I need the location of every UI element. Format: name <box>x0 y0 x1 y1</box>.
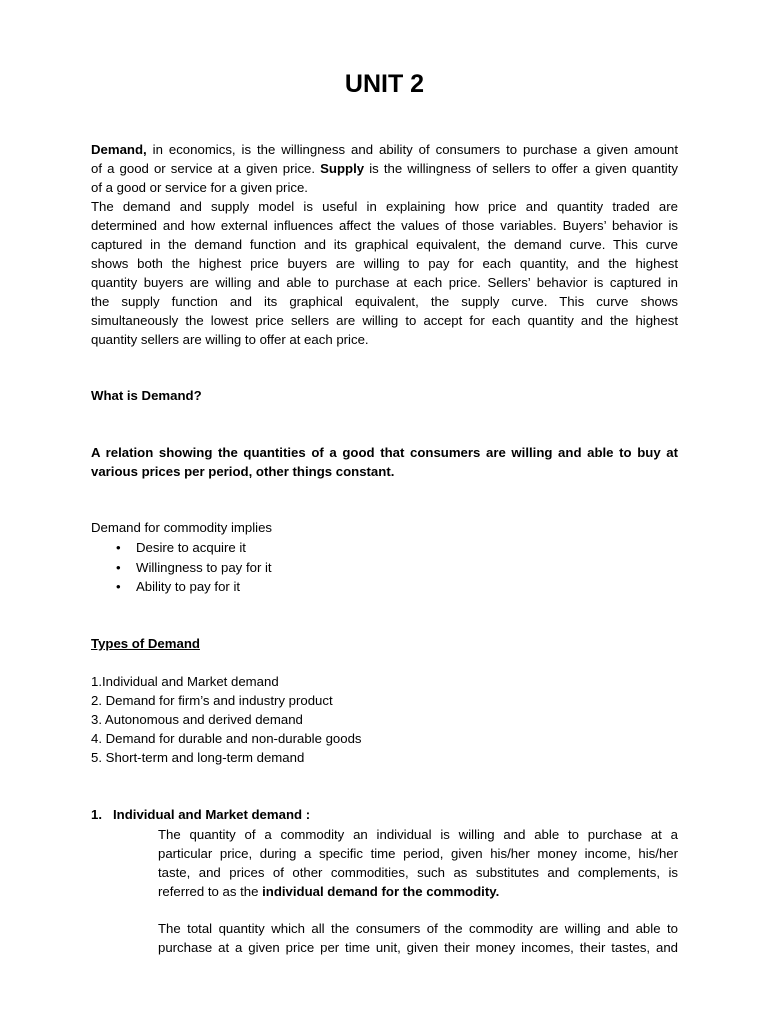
model-line: quantity sellers are willing to offer at each price. <box>91 332 369 347</box>
intro-line-3: of a good or service for a given price. <box>91 180 308 195</box>
demand-definition-cont: of a good or service at a given price. <box>91 161 321 176</box>
list-item: • Willingness to pay for it <box>116 559 272 575</box>
para-line: taste, and prices of other commodities, such as substitutes and complements, is <box>158 865 678 880</box>
intro-line-1 <box>91 140 678 159</box>
section-number: 1. <box>91 807 102 822</box>
para-line: particular price, during a specific time period, given his/her money income, his/her <box>158 846 678 861</box>
intro-line-2 <box>91 159 678 178</box>
section-title: Individual and Market demand : <box>113 807 311 822</box>
types-heading: Types of Demand <box>91 636 200 651</box>
para-line: purchase at a given price per time unit, given their money incomes, their tastes, and <box>158 940 678 955</box>
para-line: referred to as the individual demand for the commodity. <box>158 884 500 899</box>
model-line: The demand and supply model is useful in explaining how price and quantity traded are <box>91 199 678 214</box>
list-item: • Desire to acquire it <box>116 540 246 555</box>
demand-definition-paragraph <box>91 443 678 481</box>
model-line: determined and how external influences affect the values of those variables. Buyers’ behavior is <box>91 218 678 233</box>
list-item: • Ability to pay for it <box>116 579 241 594</box>
supply-definition: is the willingness of sellers to offer a given quantity <box>364 161 678 176</box>
list-item: 1.Individual and Market demand <box>91 674 279 689</box>
demand-implies-lead: Demand for commodity implies <box>91 520 273 535</box>
section-1-heading <box>91 805 678 824</box>
types-list <box>91 672 678 767</box>
model-line: the supply function and its graphical equivalent, the supply curve. This curve shows <box>91 294 678 309</box>
model-line: captured in the demand function and its graphical equivalent, the demand curve. This curve <box>91 237 678 252</box>
list-item: 5. Short-term and long-term demand <box>91 750 305 765</box>
demand-term: Demand, <box>91 142 147 157</box>
section-1-paragraph-1 <box>158 825 678 901</box>
supply-term: Supply <box>320 161 365 176</box>
intro-paragraph <box>91 140 678 197</box>
bullet-icon: • <box>116 579 121 594</box>
model-line: quantity buyers are willing and able to purchase at each price. Sellers’ behavior is captured in <box>91 275 678 290</box>
document-page <box>91 0 678 1024</box>
individual-demand-term: individual demand for the commodity. <box>262 884 500 899</box>
list-item: 4. Demand for durable and non-durable goods <box>91 731 362 746</box>
bullet-icon: • <box>116 540 121 555</box>
demand-implies-list <box>91 538 678 597</box>
list-item: 2. Demand for firm’s and industry product <box>91 693 333 708</box>
para-line: The quantity of a commodity an individual is willing and able to purchase at a <box>158 827 678 842</box>
list-item: 3. Autonomous and derived demand <box>91 712 303 727</box>
section-1-paragraph-2 <box>158 919 678 957</box>
definition-line-2: various prices per period, other things constant. <box>91 464 395 479</box>
model-line: shows both the highest price buyers are willing to pay for each quantity, and the highest <box>91 256 678 271</box>
page-title: UNIT 2 <box>344 70 425 98</box>
model-line: simultaneously the lowest price sellers are willing to accept for each quantity and the highest <box>91 313 678 328</box>
bullet-icon: • <box>116 559 121 575</box>
definition-line-1: A relation showing the quantities of a good that consumers are willing and able to buy at <box>91 445 678 460</box>
model-paragraph <box>91 197 678 349</box>
demand-definition: in economics, is the willingness and ability of consumers to purchase a given amount <box>146 142 678 157</box>
para-line: The total quantity which all the consumers of the commodity are willing and able to <box>158 921 678 936</box>
what-is-demand-heading: What is Demand? <box>91 388 202 403</box>
